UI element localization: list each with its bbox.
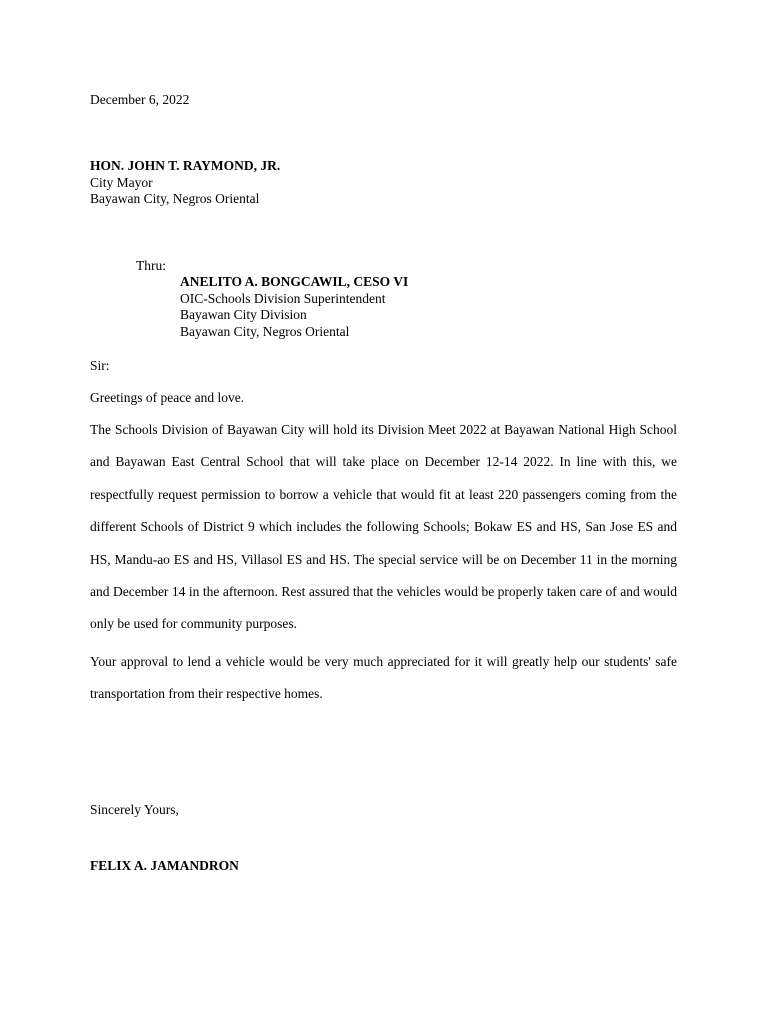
signatory-name: FELIX A. JAMANDRON [90, 858, 239, 873]
thru-division: Bayawan City Division [180, 307, 307, 322]
closing: Sincerely Yours, [90, 802, 179, 817]
recipient-title: City Mayor [90, 174, 153, 190]
thru-address: Bayawan City, Negros Oriental [180, 323, 350, 339]
body-paragraph-2: Your approval to lend a vehicle would be very much appreciated for it will greatly help our students' safe transportation from their respective homes. [90, 654, 677, 702]
body-paragraph-1: The Schools Division of Bayawan City will hold its Division Meet 2022 at Bayawan National High School and Bayawan East Central School that will take place on December 12-14 2022. In line with this, we respectfully request permission to borrow a vehicle that would fit at least 220 passengers coming from the different Schools of District 9 which includes the following Schools; Bokaw ES and HS, San Jose ES and HS, Mandu-ao ES and HS, Villasol ES and HS. The special service will be on December 11 in the morning and December 14 in the afternoon. Rest assured that the vehicles would be properly taken care of and would only be used for community purposes. [90, 422, 677, 632]
salutation: Sir: [90, 358, 110, 373]
letter-date: December 6, 2022 [90, 92, 190, 107]
thru-name: ANELITO A. BONGCAWIL, CESO VI [180, 274, 409, 289]
recipient-name: HON. JOHN T. RAYMOND, JR. [90, 158, 281, 173]
thru-block [180, 274, 408, 340]
greeting: Greetings of peace and love. [90, 390, 245, 405]
thru-label: Thru: [136, 258, 166, 273]
thru-title: OIC-Schools Division Superintendent [180, 290, 386, 306]
recipient-block [90, 158, 280, 208]
recipient-address: Bayawan City, Negros Oriental [90, 191, 260, 206]
